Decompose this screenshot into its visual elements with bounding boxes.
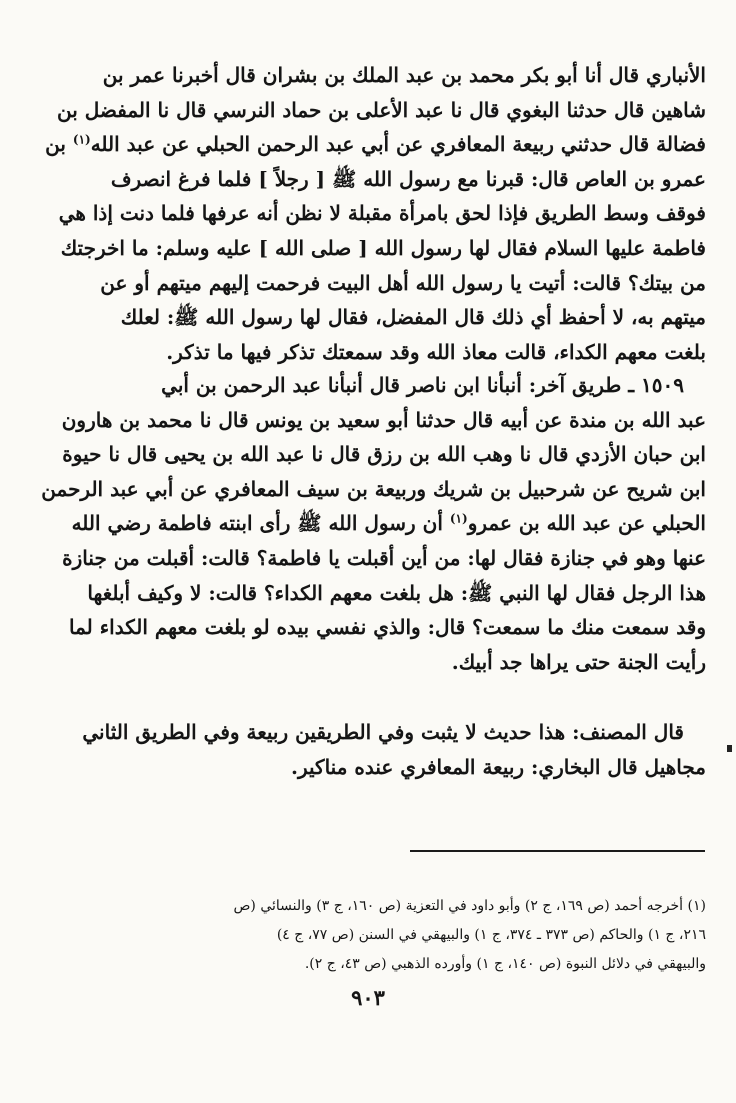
text-line: رأيت الجنة حتى يراها جد أبيك.	[451, 649, 706, 674]
text-line: عنها وهو في جنازة فقال لها: من أين أقبلت يا فاطمة؟ قالت: أقبلت من جنازة	[62, 545, 706, 570]
text-line: مجاهيل قال البخاري: ربيعة المعافري عنده مناكير.	[291, 754, 706, 779]
footnote-separator	[410, 850, 705, 852]
paragraph-hadith-1509	[41, 368, 706, 679]
text-fragment: فضالة قال حدثني ربيعة المعافري عن أبي عبد الرحمن الحبلي عن عبد الله	[90, 132, 706, 157]
text-line: ميتهم به، لا أحفظ أي ذلك قال المفضل، فقال لها رسول الله ﷺ: لعلك	[120, 305, 706, 330]
text-fragment: ١٥٠٩ ـ طريق آخر: أنبأنا ابن ناصر قال أنبأنا عبد الرحمن بن أبي	[161, 373, 684, 397]
text-line: عبد الله بن مندة عن أبيه قال حدثنا أبو سعيد بن يونس قال نا محمد بن هارون	[61, 407, 706, 432]
text-fragment: بن	[45, 132, 66, 157]
text-line	[71, 506, 706, 541]
text-fragment: قال المصنف: هذا حديث لا يثبت وفي الطريقين ربيعة وفي الطريق الثاني	[82, 720, 684, 744]
text-line: شاهين قال حدثنا البغوي قال نا عبد الأعلى بن حماد النرسي قال نا المفضل بن	[56, 97, 706, 122]
text-line: بلغت معهم الكداء، قالت معاذ الله وقد سمعتك تذكر فيها ما تذكر.	[166, 339, 706, 364]
text-line: وقد سمعت منك ما سمعت؟ قال: والذي نفسي بيده لو بلغت معهم الكداء لما	[69, 615, 706, 640]
text-line: فاطمة عليها السلام فقال لها رسول الله [ صلى الله ] عليه وسلم: ما اخرجتك	[60, 235, 706, 260]
text-line: ابن حبان الأزدي قال نا وهب الله بن رزق قال نا عبد الله بن يحيى قال نا حيوة	[62, 442, 706, 467]
text-line: فوقف وسط الطريق فإذا لحق بامرأة مقبلة لا نظن أنه عرفها فلما دنت إذا هي	[58, 201, 706, 226]
footnote-ref: (١)	[72, 132, 91, 147]
text-line: ابن شريح عن شرحبيل بن شريك وربيعة بن سيف المعافري عن أبي عبد الرحمن	[41, 476, 706, 501]
text-line: الأنباري قال أنا أبو بكر محمد بن عبد الملك بن بشران قال أخبرنا عمر بن	[102, 63, 706, 87]
text-line: هذا الرجل فقال لها النبي ﷺ: هل بلغت معهم الكداء؟ قالت: لا وكيف أبلغها	[87, 580, 706, 605]
text-line	[92, 368, 706, 403]
text-line: من بيتك؟ قالت: أتيت يا رسول الله أهل البيت فرحمت إليهم ميتهم أو عن	[100, 270, 706, 295]
footnote-line: والبيهقي في دلائل النبوة (ص ١٤٠، ج ١) وأورده الذهبي (ص ٤٣، ج ٢).	[304, 956, 706, 972]
footnote-line: ٢١٦، ج ١) والحاكم (ص ٣٧٣ ـ ٣٧٤، ج ١) والبيهقي في السنن (ص ٧٧، ج ٤)	[276, 927, 706, 943]
text-fragment: أن رسول الله ﷺ رأى ابنته فاطمة رضي الله	[71, 511, 443, 536]
footnote-line: (١) أخرجه أحمد (ص ١٦٩، ج ٢) وأبو داود في التعزية (ص ١٦٠، ج ٣) والنسائي (ص	[233, 898, 706, 914]
footnotes	[88, 892, 706, 979]
text-line	[82, 715, 706, 750]
text-fragment: الحبلي عن عبد الله بن عمرو	[467, 511, 706, 536]
paragraph-hadith-1	[45, 58, 706, 369]
page-number: ٩٠٣	[351, 985, 385, 1010]
scan-mark	[727, 745, 732, 752]
text-line: عمرو بن العاص قال: قبرنا مع رسول الله ﷺ [ رجلاً ] فلما فرغ انصرف	[110, 166, 706, 191]
footnote-ref: (١)	[449, 511, 468, 526]
text-line	[45, 127, 706, 162]
paragraph-author-comment	[82, 715, 706, 784]
